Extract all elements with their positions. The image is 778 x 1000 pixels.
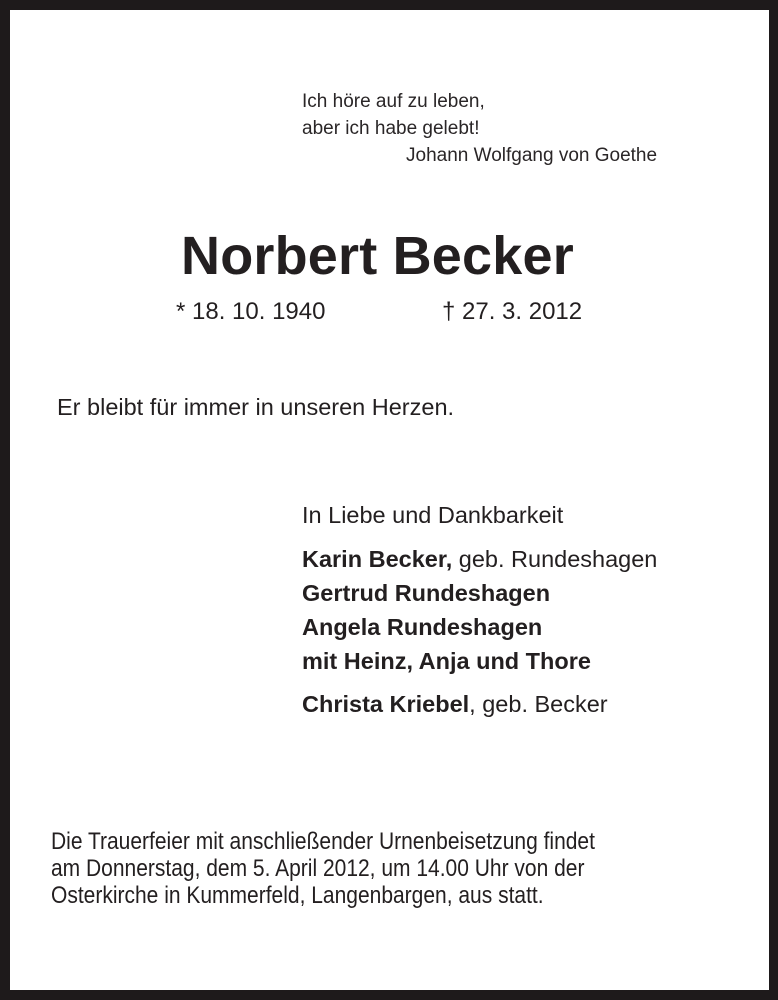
mourner-note: , geb. Becker [469, 691, 608, 717]
quote-line-2: aber ich habe gelebt! [302, 118, 480, 139]
mourner-entry [302, 582, 550, 606]
mourner-entry [302, 650, 591, 674]
mourner-entry [302, 693, 608, 717]
deceased-name: Norbert Becker [181, 226, 574, 286]
remembrance-text: Er bleibt für immer in unseren Herzen. [57, 394, 455, 420]
mourner-entry [302, 616, 542, 640]
mourner-name: mit Heinz, Anja und Thore [302, 648, 591, 674]
mourner-entry [302, 548, 657, 572]
mourner-name: Christa Kriebel [302, 691, 470, 717]
mourner-note: geb. Rundeshagen [452, 546, 658, 572]
mourner-name: Gertrud Rundeshagen [302, 580, 551, 606]
quote-line-1: Ich höre auf zu leben, [302, 91, 485, 112]
mourner-name: Angela Rundeshagen [302, 614, 543, 640]
mourner-name: Karin Becker, [302, 546, 453, 572]
service-notice-line-1: Die Trauerfeier mit anschließender Urnenbeisetzung findet [51, 828, 595, 855]
service-notice-line-3: Osterkirche in Kummerfeld, Langenbargen, aus statt. [51, 882, 544, 909]
mourners-intro: In Liebe und Dankbarkeit [302, 502, 564, 528]
death-date: † 27. 3. 2012 [442, 298, 583, 325]
quote-author: Johann Wolfgang von Goethe [406, 145, 658, 166]
birth-date: * 18. 10. 1940 [176, 298, 326, 325]
service-notice-line-2: am Donnerstag, dem 5. April 2012, um 14.00 Uhr von der [51, 855, 585, 882]
